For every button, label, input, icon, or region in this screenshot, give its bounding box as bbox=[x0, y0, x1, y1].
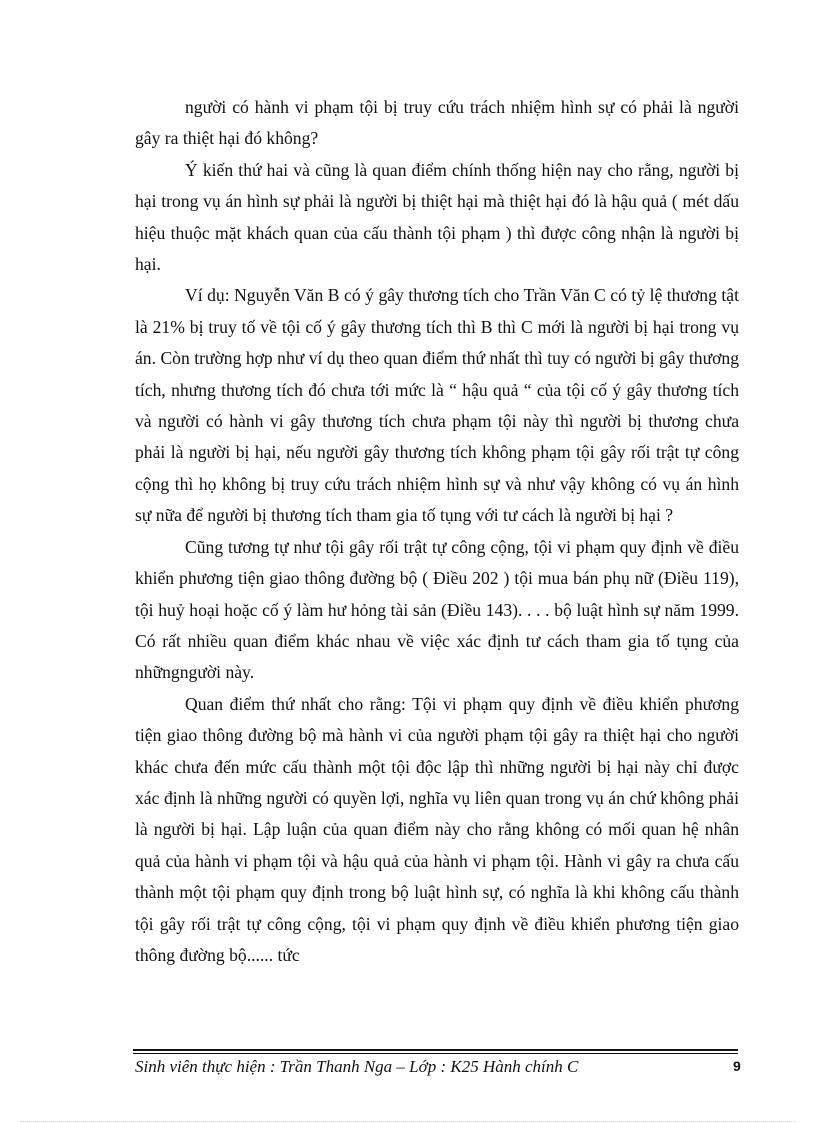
paragraph-first-viewpoint: Quan điểm thứ nhất cho rằng: Tội vi phạm quy định về điều khiển phương tiện giao thông đường bộ mà hành vi của người phạm tội gây ra thiệt hại cho người khác chưa đến mức cấu thành một tội độc lập thì những người bị hại này chỉ được xác định là những người có quyền lợi, nghĩa vụ liên quan trong vụ án chứ không phải là người bị hại. Lập luận của quan điểm này cho rằng không có mối quan hệ nhân quả của hành vi phạm tội và hậu quả của hành vi phạm tội. Hành vi gây ra chưa cấu thành một tội phạm quy định trong bộ luật hình sự, có nghĩa là khi không cấu thành tội gây rối trật tự công cộng, tội vi phạm quy định về điều khiển phương tiện giao thông đường bộ...... tức bbox=[135, 693, 739, 965]
page-bottom-edge bbox=[20, 1121, 796, 1122]
paragraph-example: Ví dụ: Nguyễn Văn B có ý gây thương tích cho Trần Văn C có tỷ lệ thương tật là 21% bị truy tố về tội cố ý gây thương tích thì B thì C mới là người bị hại trong vụ án. Còn trường hợp như ví dụ theo quan điểm thứ nhất thì tuy có người bị gây thương tích, nhưng thương tích đó chưa tới mức là “ hậu quả “ của tội cố ý gây thương tích và người có hành vi gây thương tích chưa phạm tội này thì người bị thương chưa phải là người bị hại, nếu người gây thương tích không phạm tội gây rối trật tự công cộng thì họ không bị truy cứu trách nhiệm hình sự và như vậy không có vụ án hình sự nữa để người bị thương tích tham gia tố tụng với tư cách là người bị hại ? bbox=[135, 285, 739, 526]
paragraph-continuation: người có hành vi phạm tội bị truy cứu trách nhiệm hình sự có phải là người gây ra thiệt hại đó không? bbox=[135, 97, 739, 149]
page-number: 9 bbox=[733, 1058, 741, 1074]
body-text bbox=[135, 92, 739, 971]
footer-author-line: Sinh viên thực hiện : Trần Thanh Nga – Lớp : K25 Hành chính C bbox=[135, 1057, 579, 1076]
paragraph-second-opinion: Ý kiến thứ hai và cũng là quan điểm chính thống hiện nay cho rằng, người bị hại trong vụ án hình sự phải là người bị thiệt hại mà thiệt hại đó là hậu quả ( mét dấu hiệu thuộc mặt khách quan của cấu thành tội phạm ) thì được công nhận là người bị hại. bbox=[135, 159, 739, 275]
paragraph-similar-crimes: Cũng tương tự như tội gây rối trật tự công cộng, tội vi phạm quy định về điều khiển phương tiện giao thông đường bộ ( Điều 202 ) tội mua bán phụ nữ (Điều 119), tội huỷ hoại hoặc cố ý làm hư hỏng tài sản (Điều 143). . . . bộ luật hình sự năm 1999. Có rất nhiều quan điểm khác nhau về việc xác định tư cách tham gia tố tụng của nhữngngười này. bbox=[135, 536, 739, 683]
footer-rule-thin bbox=[133, 1053, 738, 1054]
footer-rule-thick bbox=[133, 1049, 738, 1051]
